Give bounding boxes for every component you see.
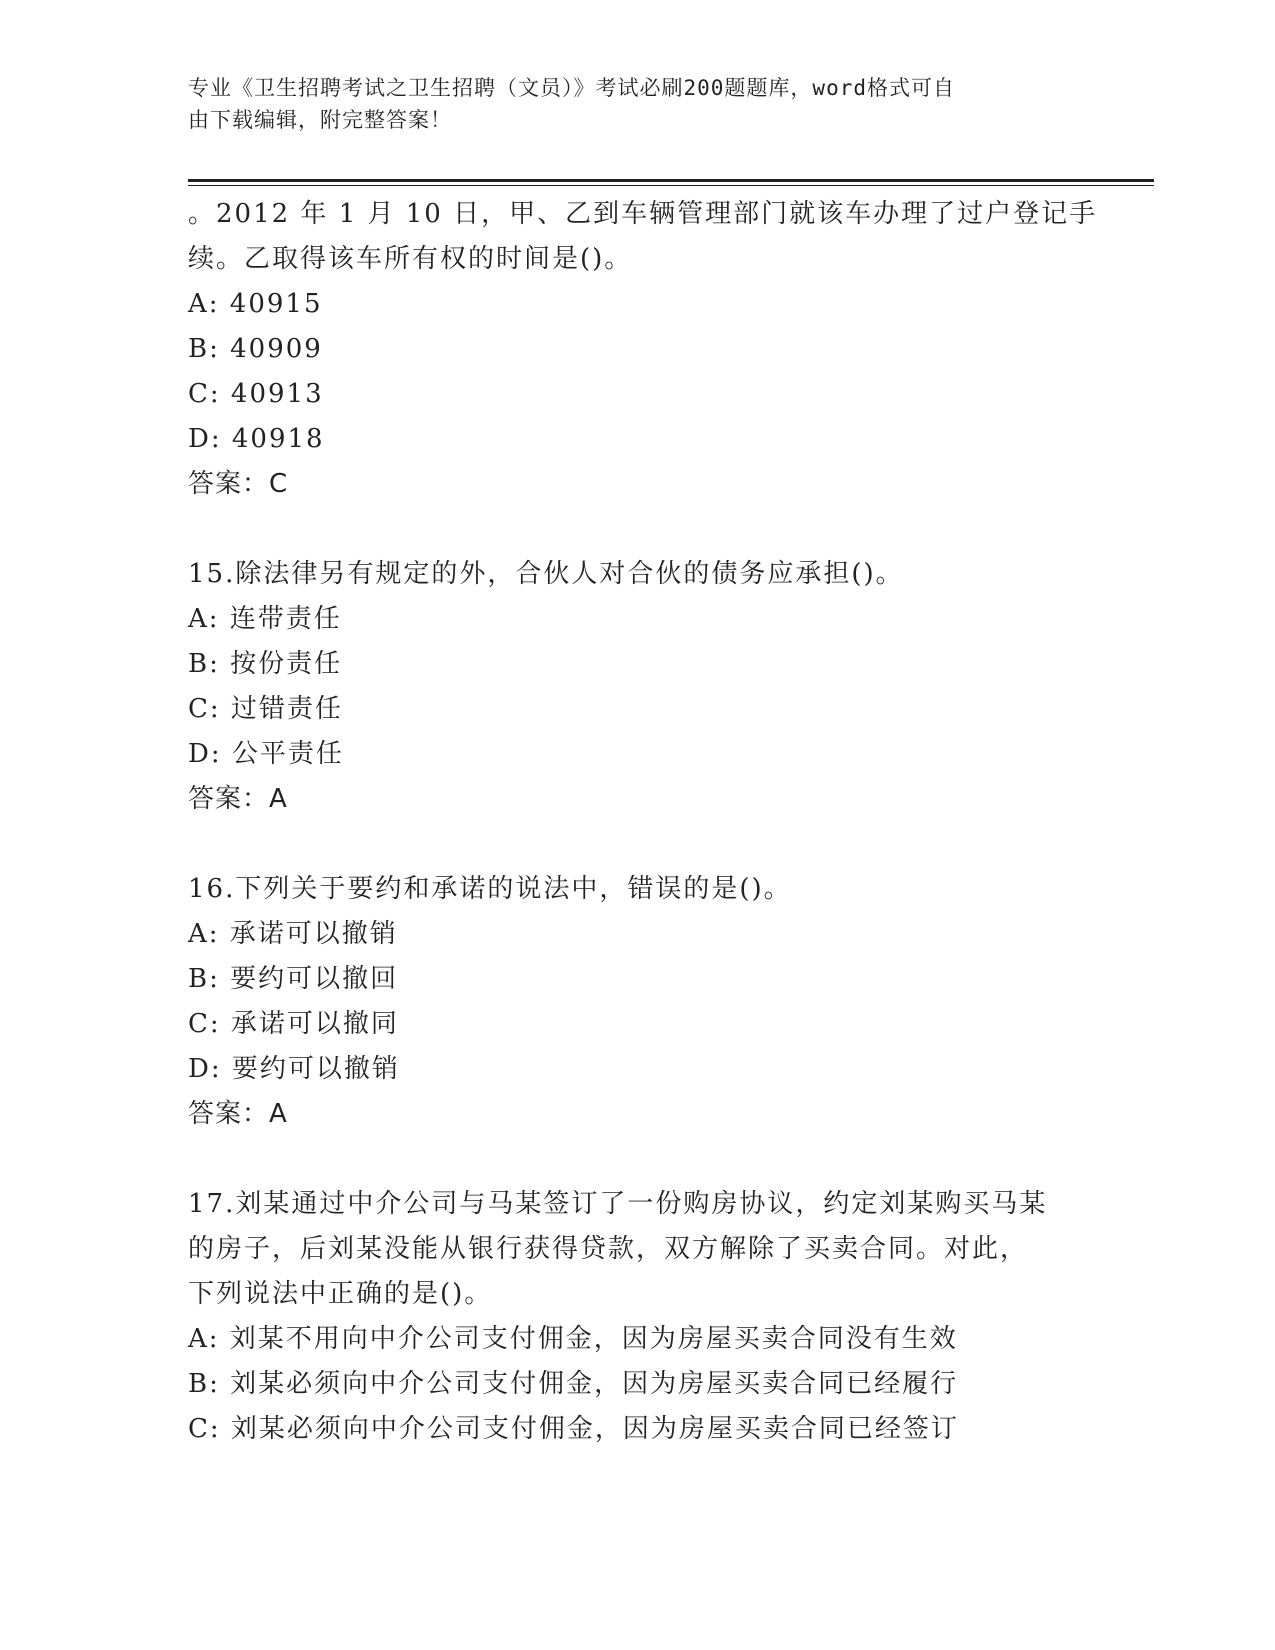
question-list (188, 192, 1108, 1452)
option-d: D: 要约可以撤销 (188, 1054, 400, 1084)
document-header (188, 72, 1068, 136)
answer-line: 答案：A (188, 784, 288, 814)
spacer (188, 822, 1108, 867)
spacer (188, 1137, 1108, 1182)
question-17 (188, 1182, 1108, 1452)
option-b: B: 要约可以撤回 (188, 964, 399, 994)
answer-line: 答案：A (188, 1099, 288, 1129)
header-rule-thick (188, 179, 1154, 182)
option-a: A: 刘某不用向中介公司支付佣金，因为房屋买卖合同没有生效 (188, 1324, 958, 1354)
option-b: B: 40909 (188, 334, 323, 364)
option-b: B: 刘某必须向中介公司支付佣金，因为房屋买卖合同已经履行 (188, 1369, 959, 1399)
question-text-line: 16.下列关于要约和承诺的说法中，错误的是()。 (188, 874, 792, 904)
option-d: D: 40918 (188, 424, 325, 454)
question-15 (188, 552, 1108, 822)
question-text-line: 15.除法律另有规定的外，合伙人对合伙的债务应承担()。 (188, 559, 904, 589)
option-b: B: 按份责任 (188, 649, 343, 679)
option-a: A: 40915 (188, 289, 323, 319)
option-c: C: 40913 (188, 379, 324, 409)
question-text-line: 续。乙取得该车所有权的时间是()。 (188, 244, 633, 274)
answer-line: 答案：C (188, 469, 289, 499)
question-text-line: 的房子，后刘某没能从银行获得贷款，双方解除了买卖合同。对此， (188, 1234, 1029, 1264)
question-text-line: 。2012 年 1 月 10 日，甲、乙到车辆管理部门就该车办理了过户登记手 (188, 199, 1098, 229)
question-text-line: 下列说法中正确的是()。 (188, 1279, 493, 1309)
option-c: C: 刘某必须向中介公司支付佣金，因为房屋买卖合同已经签订 (188, 1414, 959, 1444)
header-rule-thin (188, 185, 1154, 186)
option-d: D: 公平责任 (188, 739, 344, 769)
spacer (188, 507, 1108, 552)
option-c: C: 过错责任 (188, 694, 343, 724)
option-c: C: 承诺可以撤同 (188, 1009, 399, 1039)
question-16 (188, 867, 1108, 1137)
option-a: A: 承诺可以撤销 (188, 919, 398, 949)
question-14 (188, 192, 1108, 507)
option-a: A: 连带责任 (188, 604, 342, 634)
header-line-2: 由下载编辑，附完整答案！ (188, 108, 452, 132)
header-line-1: 专业《卫生招聘考试之卫生招聘（文员）》考试必刷200题题库，word格式可自 (188, 76, 955, 100)
question-text-line: 17.刘某通过中介公司与马某签订了一份购房协议，约定刘某购买马某 (188, 1189, 1048, 1219)
